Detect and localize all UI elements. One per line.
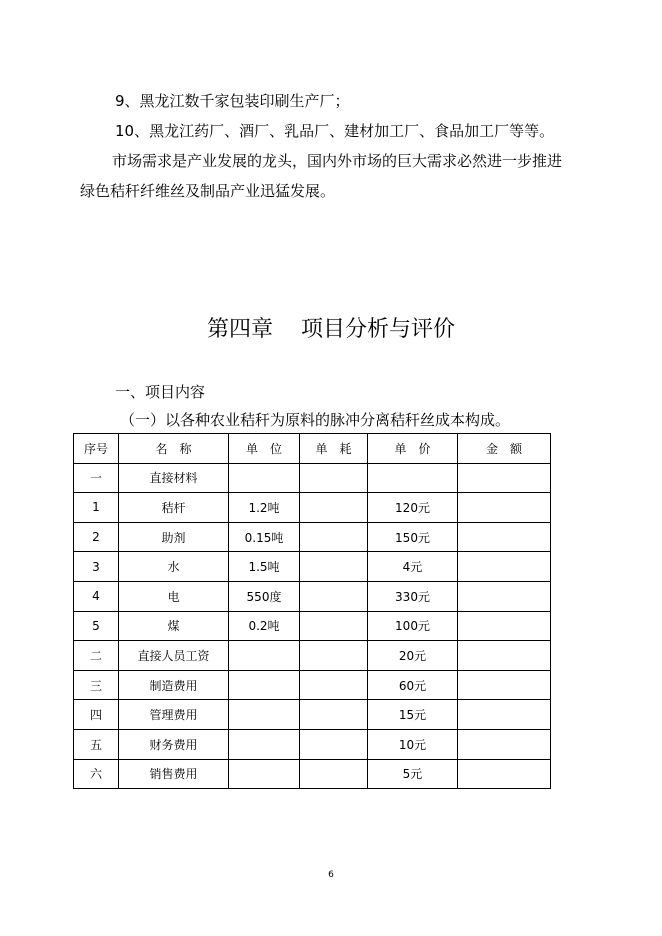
cell-unit-price: 20元 [368, 641, 458, 671]
cell-amount [458, 759, 551, 789]
table-header-row [74, 434, 551, 464]
cell-unit-price: 330元 [368, 581, 458, 611]
cell-amount [458, 611, 551, 641]
header-consumption: 单 耗 [300, 434, 368, 464]
cell-name: 直接材料 [119, 463, 229, 493]
cell-unit [229, 463, 300, 493]
cell-name: 销售费用 [119, 759, 229, 789]
cell-name: 水 [119, 552, 229, 582]
cell-consumption [300, 463, 368, 493]
cell-index: 1 [74, 493, 119, 523]
table-row [74, 493, 551, 523]
cell-unit-price: 120元 [368, 493, 458, 523]
cell-name: 秸杆 [119, 493, 229, 523]
cell-amount [458, 641, 551, 671]
table-row [74, 552, 551, 582]
cell-unit [229, 700, 300, 730]
header-index: 序号 [74, 434, 119, 464]
cell-name: 制造费用 [119, 670, 229, 700]
cell-unit [229, 759, 300, 789]
cell-consumption [300, 611, 368, 641]
header-name: 名 称 [119, 434, 229, 464]
chapter-title: 第四章 项目分析与评价 [207, 317, 455, 342]
table-row [74, 522, 551, 552]
cell-consumption [300, 641, 368, 671]
cell-unit: 1.5吨 [229, 552, 300, 582]
cell-index: 六 [74, 759, 119, 789]
cell-unit [229, 729, 300, 759]
cell-unit [229, 641, 300, 671]
paragraph-line-2: 10、黑龙江药厂、酒厂、乳品厂、建材加工厂、食品加工厂等等。 [115, 122, 555, 140]
cell-unit-price: 60元 [368, 670, 458, 700]
cell-unit-price [368, 463, 458, 493]
cell-index: 一 [74, 463, 119, 493]
cell-name: 助剂 [119, 522, 229, 552]
cell-consumption [300, 759, 368, 789]
table-row [74, 641, 551, 671]
cell-amount [458, 670, 551, 700]
cell-unit-price: 5元 [368, 759, 458, 789]
cell-unit-price: 4元 [368, 552, 458, 582]
table-row [74, 463, 551, 493]
cell-amount [458, 522, 551, 552]
table-row [74, 581, 551, 611]
cell-name: 管理费用 [119, 700, 229, 730]
header-unit: 单 位 [229, 434, 300, 464]
cell-amount [458, 581, 551, 611]
cell-consumption [300, 729, 368, 759]
cost-table [73, 433, 551, 789]
cell-amount [458, 729, 551, 759]
cell-consumption [300, 552, 368, 582]
header-unit-price: 单 价 [368, 434, 458, 464]
page-number: 6 [328, 870, 334, 880]
cell-unit: 550度 [229, 581, 300, 611]
cell-name: 电 [119, 581, 229, 611]
subsection-title: （一）以各种农业秸秆为原料的脉冲分离秸秆丝成本构成。 [120, 411, 511, 429]
section-title: 一、项目内容 [115, 383, 206, 401]
cell-unit-price: 10元 [368, 729, 458, 759]
paragraph-line-3: 市场需求是产业发展的龙头，国内外市场的巨大需求必然进一步推进 [112, 152, 563, 170]
cell-index: 五 [74, 729, 119, 759]
cell-amount [458, 463, 551, 493]
cell-unit-price: 150元 [368, 522, 458, 552]
cell-index: 3 [74, 552, 119, 582]
cell-unit: 1.2吨 [229, 493, 300, 523]
table-row [74, 611, 551, 641]
table-row [74, 700, 551, 730]
cell-consumption [300, 700, 368, 730]
table-row [74, 759, 551, 789]
cell-unit [229, 670, 300, 700]
header-amount: 金 额 [458, 434, 551, 464]
cell-unit: 0.15吨 [229, 522, 300, 552]
paragraph-line-4: 绿色秸秆纤维丝及制品产业迅猛发展。 [80, 182, 336, 200]
cell-amount [458, 700, 551, 730]
cell-unit: 0.2吨 [229, 611, 300, 641]
cell-name: 直接人员工资 [119, 641, 229, 671]
cell-index: 2 [74, 522, 119, 552]
cell-unit-price: 100元 [368, 611, 458, 641]
paragraph-line-1: 9、黑龙江数千家包装印刷生产厂； [115, 92, 350, 110]
cell-amount [458, 552, 551, 582]
cell-amount [458, 493, 551, 523]
cell-index: 二 [74, 641, 119, 671]
cell-name: 财务费用 [119, 729, 229, 759]
cell-consumption [300, 670, 368, 700]
cell-index: 四 [74, 700, 119, 730]
cell-consumption [300, 522, 368, 552]
table-row [74, 729, 551, 759]
cell-index: 5 [74, 611, 119, 641]
cell-index: 三 [74, 670, 119, 700]
cell-consumption [300, 581, 368, 611]
table-row [74, 670, 551, 700]
cell-index: 4 [74, 581, 119, 611]
cell-name: 煤 [119, 611, 229, 641]
cell-consumption [300, 493, 368, 523]
cell-unit-price: 15元 [368, 700, 458, 730]
